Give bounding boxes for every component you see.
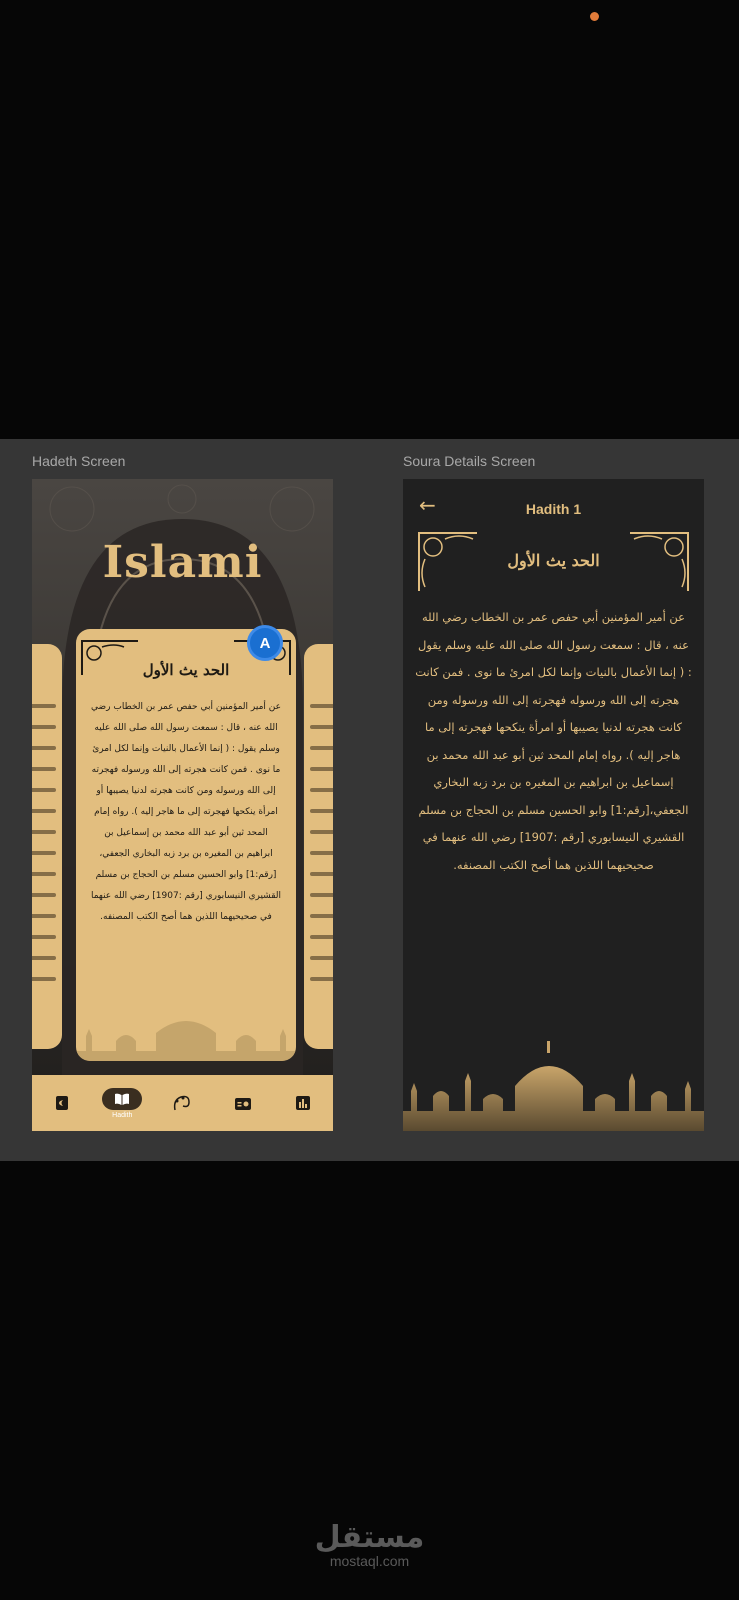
watermark-logo: مستقل [314, 1520, 425, 1555]
app-logo: Islami [102, 537, 263, 588]
nav-hadith-label: Hadith [112, 1111, 133, 1119]
book-icon [114, 1092, 130, 1106]
hadith-card-body: عن أمير المؤمنين أبي حفص عمر بن الخطاب رضي الله عنه ، قال : سمعت رسول الله صلى الله عليه وسلم يقول : ( إنما الأعمال بالنيات وإنما لكل امرئ ما نوى . فمن كانت هجرته إلى الله ورسوله فهجرته إلى الله ورسوله ومن كانت هجرته لدنيا يصيبها أو امرأة ينكحها فهجرته إلى ما هاجر إليه ). رواه إمام المحد ثين أبو عبد الله محمد بن إسماعيل بن ابراهيم بن المغيره بن برد زبه البخاري الجعفي،[رقم:1] وابو الحسين مسلم بن الحجاج بن مسلم القشيري النيسابوري [رقم :1907] رضي الله عنهما في صحيحيهما اللذين هما أصح الكتب المصنفه. [90, 702, 282, 922]
frame-label-hadeth: Hadeth Screen [32, 453, 126, 469]
details-screen [403, 479, 704, 1131]
watermark-url: mostaql.com [329, 1553, 410, 1569]
hadith-text: عن أمير المؤمنين أبي حفص عمر بن الخطاب رضي الله عنه ، قال : سمعت رسول الله صلى الله عليه وسلم يقول : ( إنما الأعمال بالنيات وإنما لكل امرئ ما نوى . فمن كانت هجرته إلى الله ورسوله فهجرته إلى الله ورسوله ومن كانت هجرته لدنيا يصيبها أو امرأة ينكحها فهجرته إلى ما هاجر إليه ). رواه إمام المحد ثين أبو عبد الله محمد بن إسماعيل بن ابراهيم بن المغيره بن برد زبه البخاري الجعفي،[رقم:1] وابو الحسين مسلم بن الحجاج بن مسلم القشيري النيسابوري [رقم :1907] رضي الله عنهما في صحيحيهما اللذين هما أصح الكتب المصنفه. [415, 610, 692, 872]
design-board [0, 439, 739, 1161]
mosque-silhouette-icon [76, 1011, 296, 1061]
nav-sebha[interactable] [159, 1081, 205, 1125]
screen-title: Hadith 1 [525, 501, 582, 517]
time-icon [295, 1095, 311, 1111]
sebha-icon [171, 1094, 193, 1112]
nav-radio[interactable] [220, 1081, 266, 1125]
status-indicator-dot [590, 12, 599, 21]
hadith-heading: الحد يث الأول [507, 551, 600, 570]
prev-hadith-card[interactable] [32, 644, 62, 1049]
user-avatar[interactable]: A [247, 625, 283, 661]
arrow-left-icon[interactable]: ← [419, 493, 436, 517]
nav-time[interactable] [280, 1081, 326, 1125]
bottom-navigation [32, 1075, 333, 1131]
hadith-card-title: الحد يث الأول [142, 661, 230, 679]
hadith-card[interactable] [76, 629, 296, 1061]
quran-icon [54, 1095, 70, 1111]
frame-label-details: Soura Details Screen [403, 453, 536, 469]
mosque-silhouette-icon [403, 1041, 704, 1131]
radio-icon [234, 1095, 252, 1111]
nav-hadith[interactable] [99, 1081, 145, 1125]
next-hadith-card[interactable] [304, 644, 333, 1049]
nav-quran[interactable] [39, 1081, 85, 1125]
hadeth-screen [32, 479, 333, 1131]
